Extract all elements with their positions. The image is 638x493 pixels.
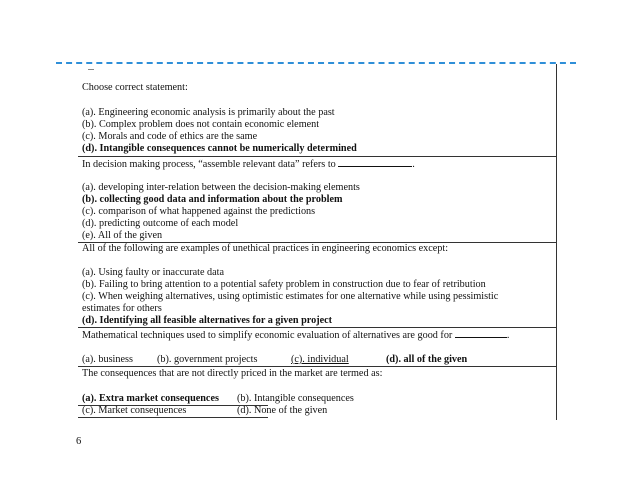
row-divider-partial <box>78 417 268 418</box>
answer-blank <box>338 157 412 167</box>
question-1-option-c: (c). Morals and code of ethics are the same <box>82 131 258 142</box>
question-5-option-c: (c). Market consequences <box>82 405 187 416</box>
row-divider <box>78 366 556 367</box>
question-2-option-a: (a). developing inter-relation between the decision-making elements <box>82 182 360 193</box>
question-3-option-b: (b). Failing to bring attention to a potential safety problem in construction due to fear of retribution <box>82 279 486 290</box>
question-3-option-c-cont: estimates for others <box>82 303 162 314</box>
question-4-option-c: (c). individual <box>291 354 349 365</box>
question-4-prompt-line <box>82 328 509 342</box>
question-1-option-b: (b). Complex problem does not contain economic element <box>82 119 320 130</box>
question-1-option-a: (a). Engineering economic analysis is primarily about the past <box>82 107 335 118</box>
question-3-option-d: (d). Identifying all feasible alternatives for a given project <box>82 315 333 326</box>
question-5-option-a: (a). Extra market consequences <box>82 393 219 404</box>
answer-blank <box>455 328 507 338</box>
question-5-option-b: (b). Intangible consequences <box>237 393 354 404</box>
question-5-prompt: The consequences that are not directly priced in the market are termed as: <box>82 368 383 379</box>
question-2-option-e: (e). All of the given <box>82 230 163 241</box>
question-1-prompt: Choose correct statement: <box>82 82 188 93</box>
question-4-option-a: (a). business <box>82 354 133 365</box>
question-1-option-d: (d). Intangible consequences cannot be numerically determined <box>82 143 357 154</box>
question-2-option-d: (d). predicting outcome of each model <box>82 218 239 229</box>
question-2-option-c: (c). comparison of what happened against the predictions <box>82 206 316 217</box>
question-3-prompt: All of the following are examples of unethical practices in engineering economics except: <box>82 243 449 254</box>
question-4-option-b: (b). government projects <box>157 354 258 365</box>
question-5-option-d: (d). None of the given <box>237 405 328 416</box>
page-number: 6 <box>76 436 82 447</box>
question-4-prompt-end: . <box>506 330 510 341</box>
question-2-prompt: In decision making process, “assemble relevant data” refers to <box>82 159 336 170</box>
question-3-option-c: (c). When weighing alternatives, using optimistic estimates for one alternative while using pessimistic <box>82 291 499 302</box>
row-divider-partial <box>78 405 268 406</box>
question-2-prompt-line <box>82 157 415 171</box>
question-4-option-d: (d). all of the given <box>386 354 468 365</box>
question-3-option-a: (a). Using faulty or inaccurate data <box>82 267 224 278</box>
question-2-option-b: (b). collecting good data and information about the problem <box>82 194 343 205</box>
question-2-prompt-end: . <box>412 159 415 170</box>
question-4-prompt: Mathematical techniques used to simplify economic evaluation of alternatives are good for <box>82 330 453 341</box>
